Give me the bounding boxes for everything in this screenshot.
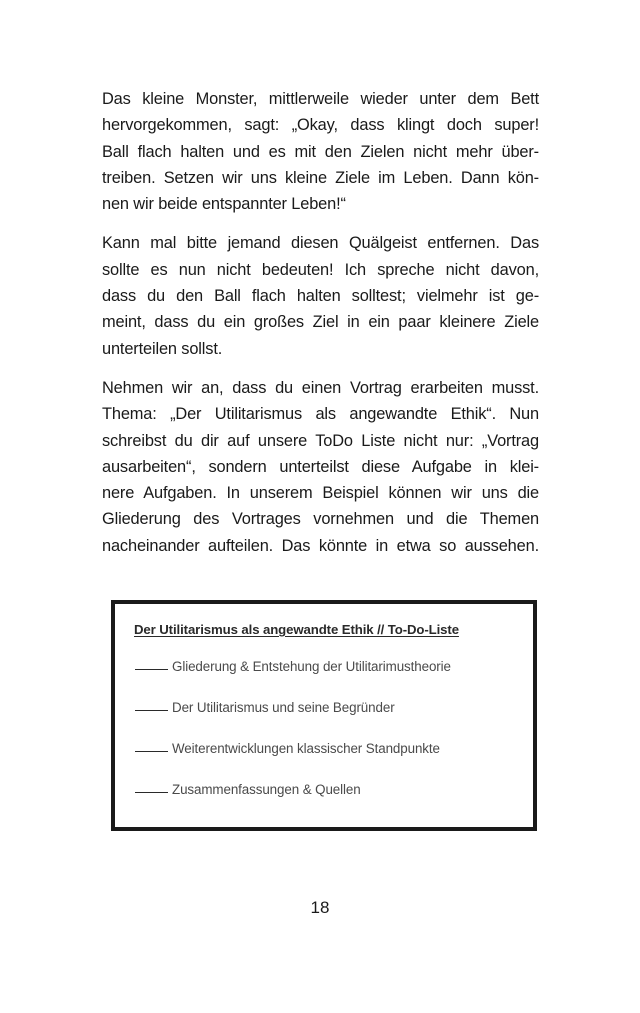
text-line: Nehmen wir an, dass du einen Vortrag erarbeiten musst. [102, 378, 539, 397]
text-line: schreibst du dir auf unsere ToDo Liste nicht nur: „Vortrag [102, 431, 539, 450]
text-line: Thema: „Der Utilitarismus als angewandte Ethik“. Nun [102, 405, 539, 424]
checkbox-blank-line [135, 668, 168, 670]
todo-item [135, 741, 440, 756]
paragraph-2 [102, 230, 539, 361]
todo-item [135, 700, 395, 715]
todo-item-label: Weiterentwicklungen klassischer Standpunkte [172, 741, 440, 756]
text-line: nen wir beide entspannter Leben!“ [102, 195, 346, 214]
todo-list-title: Der Utilitarismus als angewandte Ethik // To-Do-Liste [134, 622, 459, 637]
page-number: 18 [310, 898, 330, 917]
text-line: sollte es nun nicht bedeuten! Ich spreche nicht davon, [102, 260, 539, 279]
text-line: Das kleine Monster, mittlerweile wieder unter dem Bett [102, 90, 539, 108]
text-line: nere Aufgaben. In unserem Beispiel können wir uns die [102, 484, 539, 503]
text-line: meint, dass du ein großes Ziel in ein paar kleinere Ziele [102, 313, 539, 332]
text-line: unterteilen sollst. [102, 339, 223, 358]
text-line: treiben. Setzen wir uns kleine Ziele im Leben. Dann kön- [102, 168, 539, 187]
text-line: Gliederung des Vortrages vornehmen und die Themen [102, 510, 539, 529]
checkbox-blank-line [135, 791, 168, 793]
todo-item-label: Gliederung & Entstehung der Utilitarimustheorie [172, 659, 451, 674]
todo-list-figure [111, 600, 537, 831]
text-line: Kann mal bitte jemand diesen Quälgeist entfernen. Das [102, 234, 539, 253]
paragraph-3 [102, 375, 539, 559]
todo-item [135, 659, 451, 674]
body-text [102, 86, 539, 572]
text-line: ausarbeiten“, sondern unterteilst diese Aufgabe in klei- [102, 457, 539, 476]
text-line: hervorgekommen, sagt: „Okay, dass klingt doch super! [102, 116, 539, 135]
todo-item-label: Der Utilitarismus und seine Begründer [172, 700, 395, 715]
text-line: Ball flach halten und es mit den Zielen nicht mehr über- [102, 142, 539, 161]
todo-item [135, 782, 361, 797]
checkbox-blank-line [135, 709, 168, 711]
text-line: dass du den Ball flach halten solltest; vielmehr ist ge- [102, 287, 539, 306]
checkbox-blank-line [135, 750, 168, 752]
text-line: nacheinander aufteilen. Das könnte in etwa so aussehen. [102, 536, 539, 555]
todo-item-label: Zusammenfassungen & Quellen [172, 782, 361, 797]
paragraph-1 [102, 86, 539, 217]
